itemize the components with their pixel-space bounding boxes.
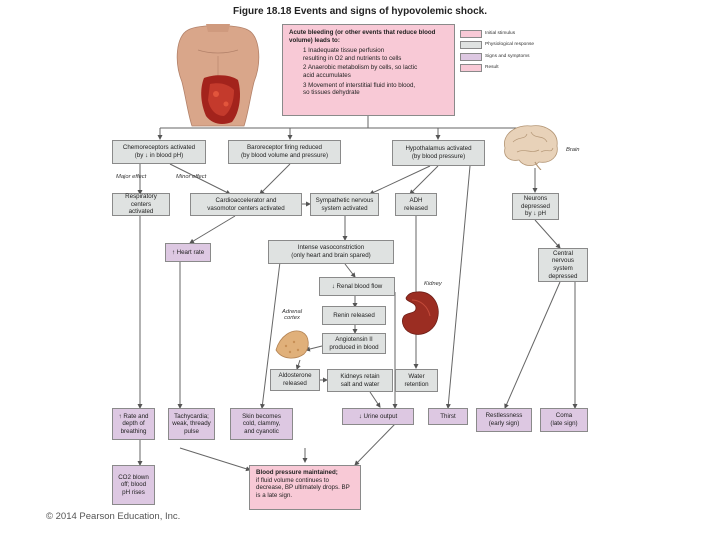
box-neurons-depressed: Neurons depressed by ↓ pH — [512, 193, 559, 220]
box-cns-depressed: Central nervous system depressed — [538, 248, 588, 282]
box-hypothalamus: Hypothalamus activated (by blood pressure) — [392, 140, 485, 166]
copyright: © 2014 Pearson Education, Inc. — [46, 511, 181, 522]
box-restlessness: Restlessness (early sign) — [476, 408, 532, 432]
cause-box — [282, 24, 455, 116]
label-minor-effect: Minor effect — [176, 174, 207, 180]
box-coma: Coma (late sign) — [540, 408, 588, 432]
adrenal-illustration — [272, 326, 312, 362]
final-text: if fluid volume continues to decrease, BP ultimately drops. BP is a late sign. — [256, 476, 350, 499]
box-urine-output: ↓ Urine output — [342, 408, 414, 425]
box-cardio-vasomotor: Cardioaccelerator and vasomotor centers activated — [190, 193, 302, 216]
cause-heading: Acute bleeding (or other events that reduce blood volume) leads to: — [289, 29, 436, 44]
box-sympathetic: Sympathetic nervous system activated — [310, 193, 379, 216]
cause-item-1: 1 Inadequate tissue perfusion resulting in O2 and nutrients to cells — [303, 47, 402, 62]
torso-illustration — [170, 22, 266, 128]
cause-item-3: 3 Movement of interstitial fluid into blood, so tissues dehydrate — [303, 81, 416, 97]
box-chemoreceptors: Chemoreceptors activated (by ↓ in blood pH) — [112, 140, 206, 164]
legend-label-signs: Signs and symptoms — [485, 54, 530, 59]
box-skin: Skin becomes cold, clammy, and cyanotic — [230, 408, 293, 440]
box-tachycardia: Tachycardia; weak, thready pulse — [168, 408, 215, 440]
box-adh: ADH released — [395, 193, 437, 216]
box-vasoconstriction: Intense vasoconstriction (only heart and brain spared) — [268, 240, 394, 264]
box-thirst: Thirst — [428, 408, 468, 425]
box-kidneys-retain: Kidneys retain salt and water — [327, 369, 393, 392]
box-renal-blood-flow: ↓ Renal blood flow — [319, 277, 395, 296]
box-baroreceptor: Baroreceptor firing reduced (by blood volume and pressure) — [228, 140, 341, 164]
box-aldosterone: Aldosterone released — [270, 369, 320, 391]
cause-item-2: 2 Anaerobic metabolism by cells, so lactic acid accumulates — [303, 64, 418, 79]
brain-illustration — [497, 122, 563, 170]
box-angiotensin: Angiotensin II produced in blood — [322, 333, 386, 354]
legend-label-initial: Initial stimulus — [485, 31, 516, 36]
legend-label-result: Result — [485, 65, 499, 70]
figure-title: Figure 18.18 Events and signs of hypovolemic shock. — [233, 6, 487, 17]
box-co2-blown-off: CO2 blown off; blood pH rises — [112, 465, 155, 505]
legend-label-physio: Physiological response — [485, 42, 535, 47]
label-adrenal-cortex: Adrenal cortex — [282, 309, 302, 321]
final-result-box — [249, 465, 361, 510]
box-rate-breathing: ↑ Rate and depth of breathing — [112, 408, 155, 440]
label-brain: Brain — [566, 147, 580, 153]
label-major-effect: Major effect — [116, 174, 147, 180]
box-water-retention: Water retention — [395, 369, 438, 392]
box-renin: Renin released — [322, 306, 386, 325]
box-heart-rate: ↑ Heart rate — [165, 243, 211, 262]
kidney-illustration — [398, 288, 442, 338]
label-kidney: Kidney — [424, 281, 442, 287]
final-heading: Blood pressure maintained; — [256, 469, 338, 476]
box-respiratory-centers: Respiratory centers activated — [112, 193, 170, 216]
